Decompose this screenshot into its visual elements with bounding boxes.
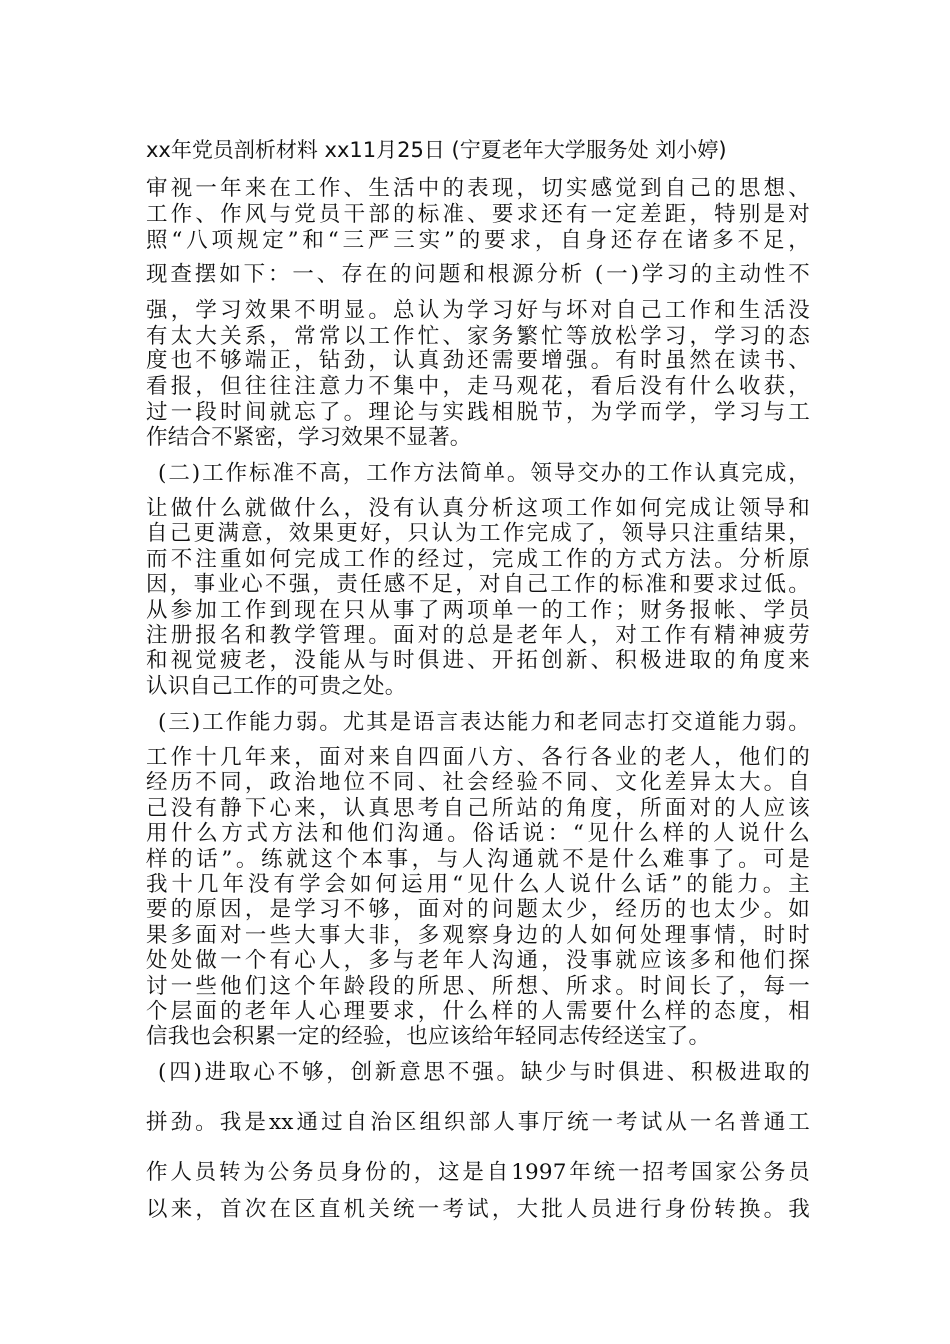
text-line: 己没有静下心来，认真思考自己所站的角度，所面对的人应该 [146,796,810,821]
text-line: 照“八项规定”和“三严三实”的要求，自身还存在诸多不足， [146,228,810,253]
text-line: 让做什么就做什么，没有认真分析这项工作如何完成让领导和 [146,496,810,521]
text-line: 从参加工作到现在只从事了两项单一的工作；财务报帐、学员 [146,598,810,623]
text-line: 有太大关系，常常以工作忙、家务繁忙等放松学习，学习的态 [146,324,810,349]
text-line: 看报，但往往注意力不集中，走马观花，看后没有什么收获， [146,374,810,399]
text-line: 认识自己工作的可贵之处。 [146,674,407,699]
document-title: xx年党员剖析材料 xx11月25日 (宁夏老年大学服务处 刘小婷) [146,138,727,162]
text-line: 果多面对一些大事大非，多观察身边的人如何处理事情，时时 [146,923,810,948]
text-line: 信我也会积累一定的经验，也应该给年轻同志传经送宝了。 [146,1024,711,1049]
text-line: 我十几年没有学会如何运用“见什么人说什么话”的能力。主 [146,872,810,897]
section-heading: (三)工作能力弱。尤其是语言表达能力和老同志打交道能力弱。 [158,710,810,735]
text-line: 作结合不紧密，学习效果不显著。 [146,425,472,450]
text-line: 审视一年来在工作、生活中的表现，切实感觉到自己的思想、 [146,176,810,201]
text-line: 工作十几年来，面对来自四面八方、各行各业的老人，他们的 [146,745,810,770]
text-line: 过一段时间就忘了。理论与实践相脱节，为学而学，学习与工 [146,400,810,425]
text-line: 个层面的老年人心理要求，什么样的人需要什么样的态度，相 [146,999,810,1024]
text-line: 以来，首次在区直机关统一考试，大批人员进行身份转换。我 [146,1197,810,1222]
text-line: 处处做一个有心人，多与老年人沟通，没事就应该多和他们探 [146,948,810,973]
text-line: 自己更满意，效果更好，只认为工作完成了，领导只注重结果， [146,521,810,546]
text-line: 用什么方式方法和他们沟通。俗话说：“见什么样的人说什么 [146,821,810,846]
text-line: 度也不够端正，钻劲，认真劲还需要增强。有时虽然在读书、 [146,348,810,373]
text-line: 作人员转为公务员身份的，这是自1997年统一招考国家公务员 [146,1160,810,1185]
text-line: 和视觉疲老，没能从与时俱进、开拓创新、积极进取的角度来 [146,648,810,673]
text-line: 样的话”。练就这个本事，与人沟通就不是什么难事了。可是 [146,847,810,872]
text-line: 拼劲。我是xx通过自治区组织部人事厅统一考试从一名普通工 [146,1110,810,1135]
text-line: 讨一些他们这个年龄段的所思、所想、所求。时间长了，每一 [146,974,810,999]
text-line: 而不注重如何完成工作的经过，完成工作的方式方法。分析原 [146,547,810,572]
text-line: 要的原因，是学习不够，面对的问题太少，经历的也太少。如 [146,897,810,922]
text-line: 经历不同，政治地位不同、社会经验不同、文化差异太大。自 [146,770,810,795]
text-line: 强，学习效果不明显。总认为学习好与坏对自己工作和生活没 [146,298,810,323]
text-line: 因，事业心不强，责任感不足，对自己工作的标准和要求过低。 [146,572,810,597]
text-line: 注册报名和教学管理。面对的总是老年人，对工作有精神疲劳 [146,623,810,648]
section-heading: (二)工作标准不高，工作方法简单。领导交办的工作认真完成， [158,461,810,486]
text-line: 现查摆如下：一、存在的问题和根源分析 (一)学习的主动性不 [146,262,810,287]
text-line: 工作、作风与党员干部的标准、要求还有一定差距，特别是对 [146,202,810,227]
section-heading: (四)进取心不够，创新意思不强。缺少与时俱进、积极进取的 [158,1060,810,1085]
